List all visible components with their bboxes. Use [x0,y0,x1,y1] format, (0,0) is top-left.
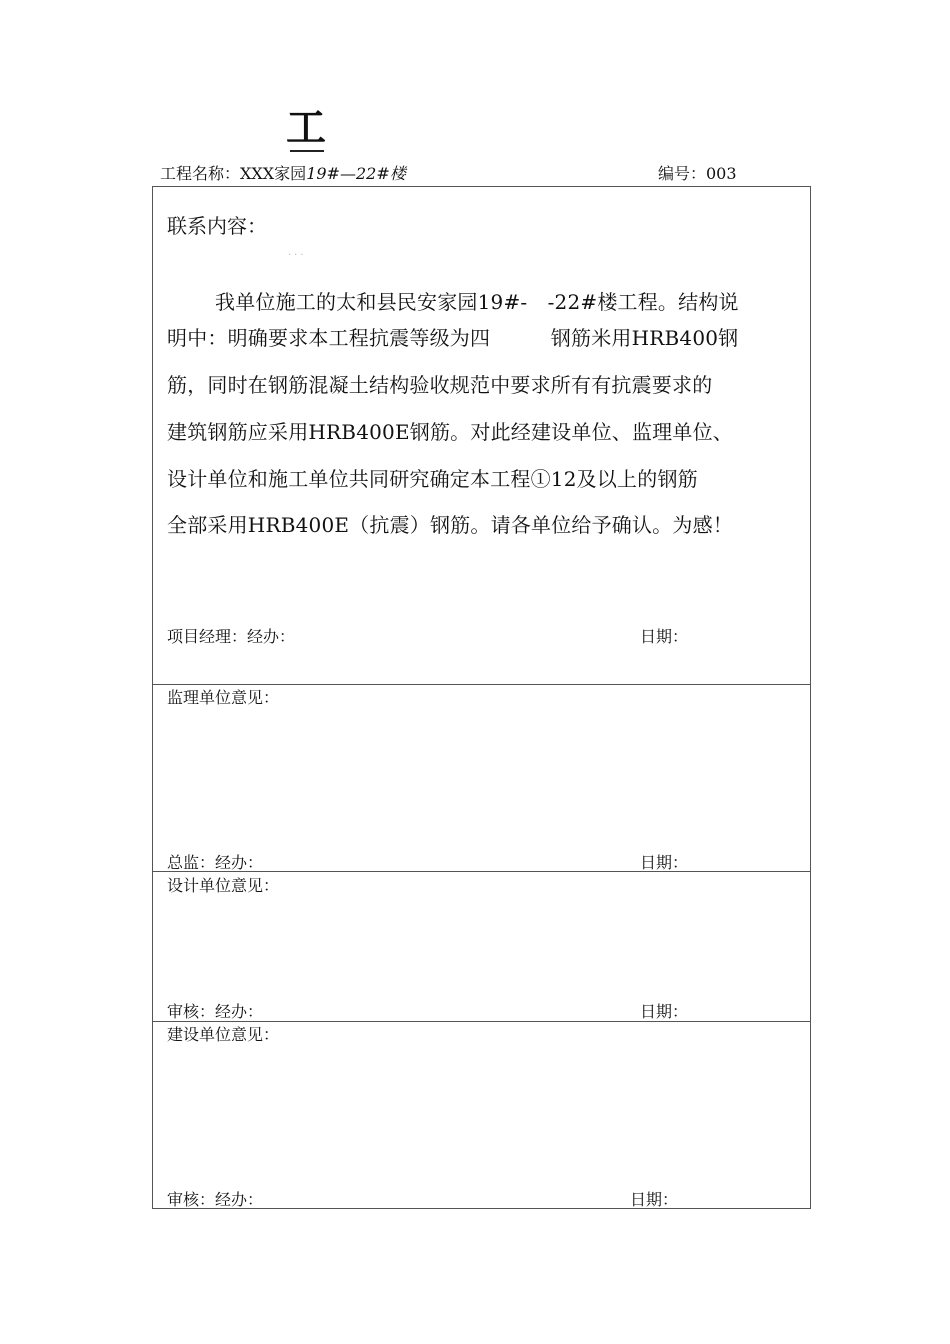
contact-line-6: 全部采用HRB400E（抗震）钢筋。请各单位给予确认。为感！ [167,513,733,537]
design-date-label: 日期： [640,1002,689,1021]
contact-line-3: 筋，同时在钢筋混凝土结构验收规范中要求所有有抗震要求的 [167,373,713,397]
faint-mark: ··· [288,250,307,261]
design-heading: 设计单位意见： [167,876,280,895]
supervision-signature: 总监：经办： [167,853,264,872]
construction-heading: 建设单位意见： [167,1025,280,1044]
contact-line-1: 我单位施工的太和县民安家园19#- -22#楼工程。结构说 [215,290,739,314]
document-code: 编号：003 [658,164,737,183]
title-fragment [290,150,324,158]
design-signature: 审核：经办： [167,1002,264,1021]
contact-heading: 联系内容： [167,214,267,238]
construction-signature: 审核：经办： [167,1190,264,1209]
contact-line-2: 明中：明确要求本工程抗震等级为四 钢筋米用HRB400钢 [167,326,739,350]
construction-date-label: 日期： [630,1190,679,1209]
section-divider-supervision [152,684,811,685]
contact-date-label: 日期： [640,627,689,646]
project-manager-signature: 项目经理：经办： [167,627,296,646]
document-title-glyph: 工 [286,105,326,151]
project-name-text: 工程名称：XXX家园 [160,164,307,183]
project-name-label [160,163,406,185]
supervision-date-label: 日期： [640,853,689,872]
supervision-heading: 监理单位意见： [167,688,280,707]
contact-line-5: 设计单位和施工单位共同研究确定本工程①12及以上的钢筋 [167,467,698,491]
contact-line-4: 建筑钢筋应采用HRB400E钢筋。对此经建设单位、监理单位、 [167,420,733,444]
project-building-range: 19#—22#楼 [306,164,406,183]
